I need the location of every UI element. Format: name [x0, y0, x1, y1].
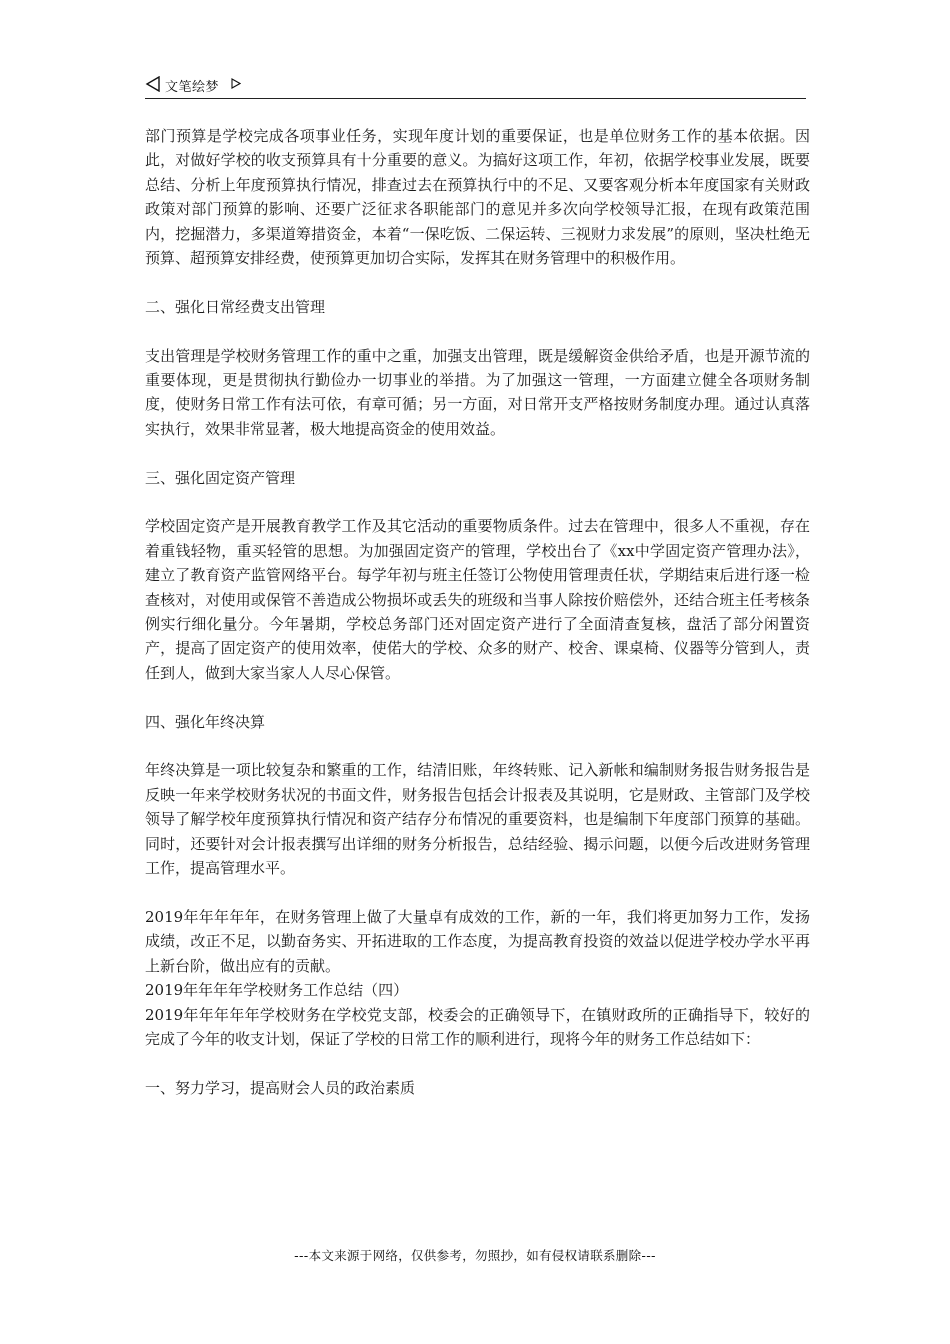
body-paragraph: 2019年年年年年，在财务管理上做了大量卓有成效的工作，新的一年，我们将更加努力工作，发扬成绩，改正不足，以勤奋务实、开拓进取的工作态度，为提高教育投资的效益以促进学校办学水平再上新台阶，做出应有的贡献。	[145, 907, 810, 975]
page-header	[145, 72, 806, 99]
triangle-left-outline-icon	[145, 76, 161, 92]
document-subtitle: 2019年年年年学校财务工作总结（四）	[145, 981, 409, 1000]
section-heading: 四、强化年终决算	[145, 712, 266, 731]
body-paragraph: 部门预算是学校完成各项事业任务，实现年度计划的重要保证，也是单位财务工作的基本依据。因此，对做好学校的收支预算具有十分重要的意义。为搞好这项工作，年初，依据学校事业发展，既要总结、分析上年度预算执行情况，排查过去在预算执行中的不足、又要客观分析本年度国家有关财政政策对部门预算的影响、还要广泛征求各职能部门的意见并多次向学校领导汇报，在现有政策范围内，挖掘潜力，多渠道筹措资金，本着“一保吃饭、二保运转、三视财力求发展”的原则，坚决杜绝无预算、超预算安排经费，使预算更加切合实际，发挥其在财务管理中的积极作用。	[145, 127, 810, 268]
body-paragraph: 支出管理是学校财务管理工作的重中之重，加强支出管理，既是缓解资金供给矛盾，也是开源节流的重要体现，更是贯彻执行勤俭办一切事业的举措。为了加强这一管理，一方面建立健全各项财务制度，使财务日常工作有法可依，有章可循；另一方面，对日常开支严格按财务制度办理。通过认真落实执行，效果非常显著，极大地提高资金的使用效益。	[145, 346, 810, 438]
document-body	[145, 124, 810, 1100]
header-brand: 文笔绘梦	[165, 80, 220, 95]
section-heading: 二、强化日常经费支出管理	[145, 297, 326, 316]
section-heading: 一、努力学习，提高财会人员的政治素质	[145, 1078, 416, 1097]
body-paragraph: 年终决算是一项比较复杂和繁重的工作，结清旧账，年终转账、记入新帐和编制财务报告财务报告是反映一年来学校财务状况的书面文件，财务报告包括会计报表及其说明，它是财政、主管部门及学校领导了解学校年度预算执行情况和资产结存分布情况的重要资料，也是编制下年度部门预算的基础。同时，还要针对会计报表撰写出详细的财务分析报告，总结经验、揭示问题，以便今后改进财务管理工作，提高管理水平。	[145, 761, 810, 878]
triangle-right-outline-icon	[231, 78, 241, 89]
footer-notice: ---本文来源于网络，仅供参考，勿照抄，如有侵权请联系删除---	[294, 1248, 656, 1263]
body-paragraph: 学校固定资产是开展教育教学工作及其它活动的重要物质条件。过去在管理中，很多人不重视，存在着重钱轻物，重买轻管的思想。为加强固定资产的管理，学校出台了《xx中学固定资产管理办法》，建立了教育资产监管网络平台。每学年初与班主任签订公物使用管理责任状，学期结束后进行逐一检查核对，对使用或保管不善造成公物损坏或丢失的班级和当事人除按价赔偿外，还结合班主任考核条例实行细化量分。今年暑期，学校总务部门还对固定资产进行了全面清查复核，盘活了部分闲置资产，提高了固定资产的使用效率，使偌大的学校、众多的财产、校舍、课桌椅、仪器等分管到人，责任到人，做到大家当家人人尽心保管。	[145, 517, 810, 682]
section-heading: 三、强化固定资产管理	[145, 468, 296, 487]
body-paragraph: 2019年年年年年学校财务在学校党支部，校委会的正确领导下，在镇财政所的正确指导下，较好的完成了今年的收支计划，保证了学校的日常工作的顺利进行，现将今年的财务工作总结如下：	[145, 1005, 810, 1048]
